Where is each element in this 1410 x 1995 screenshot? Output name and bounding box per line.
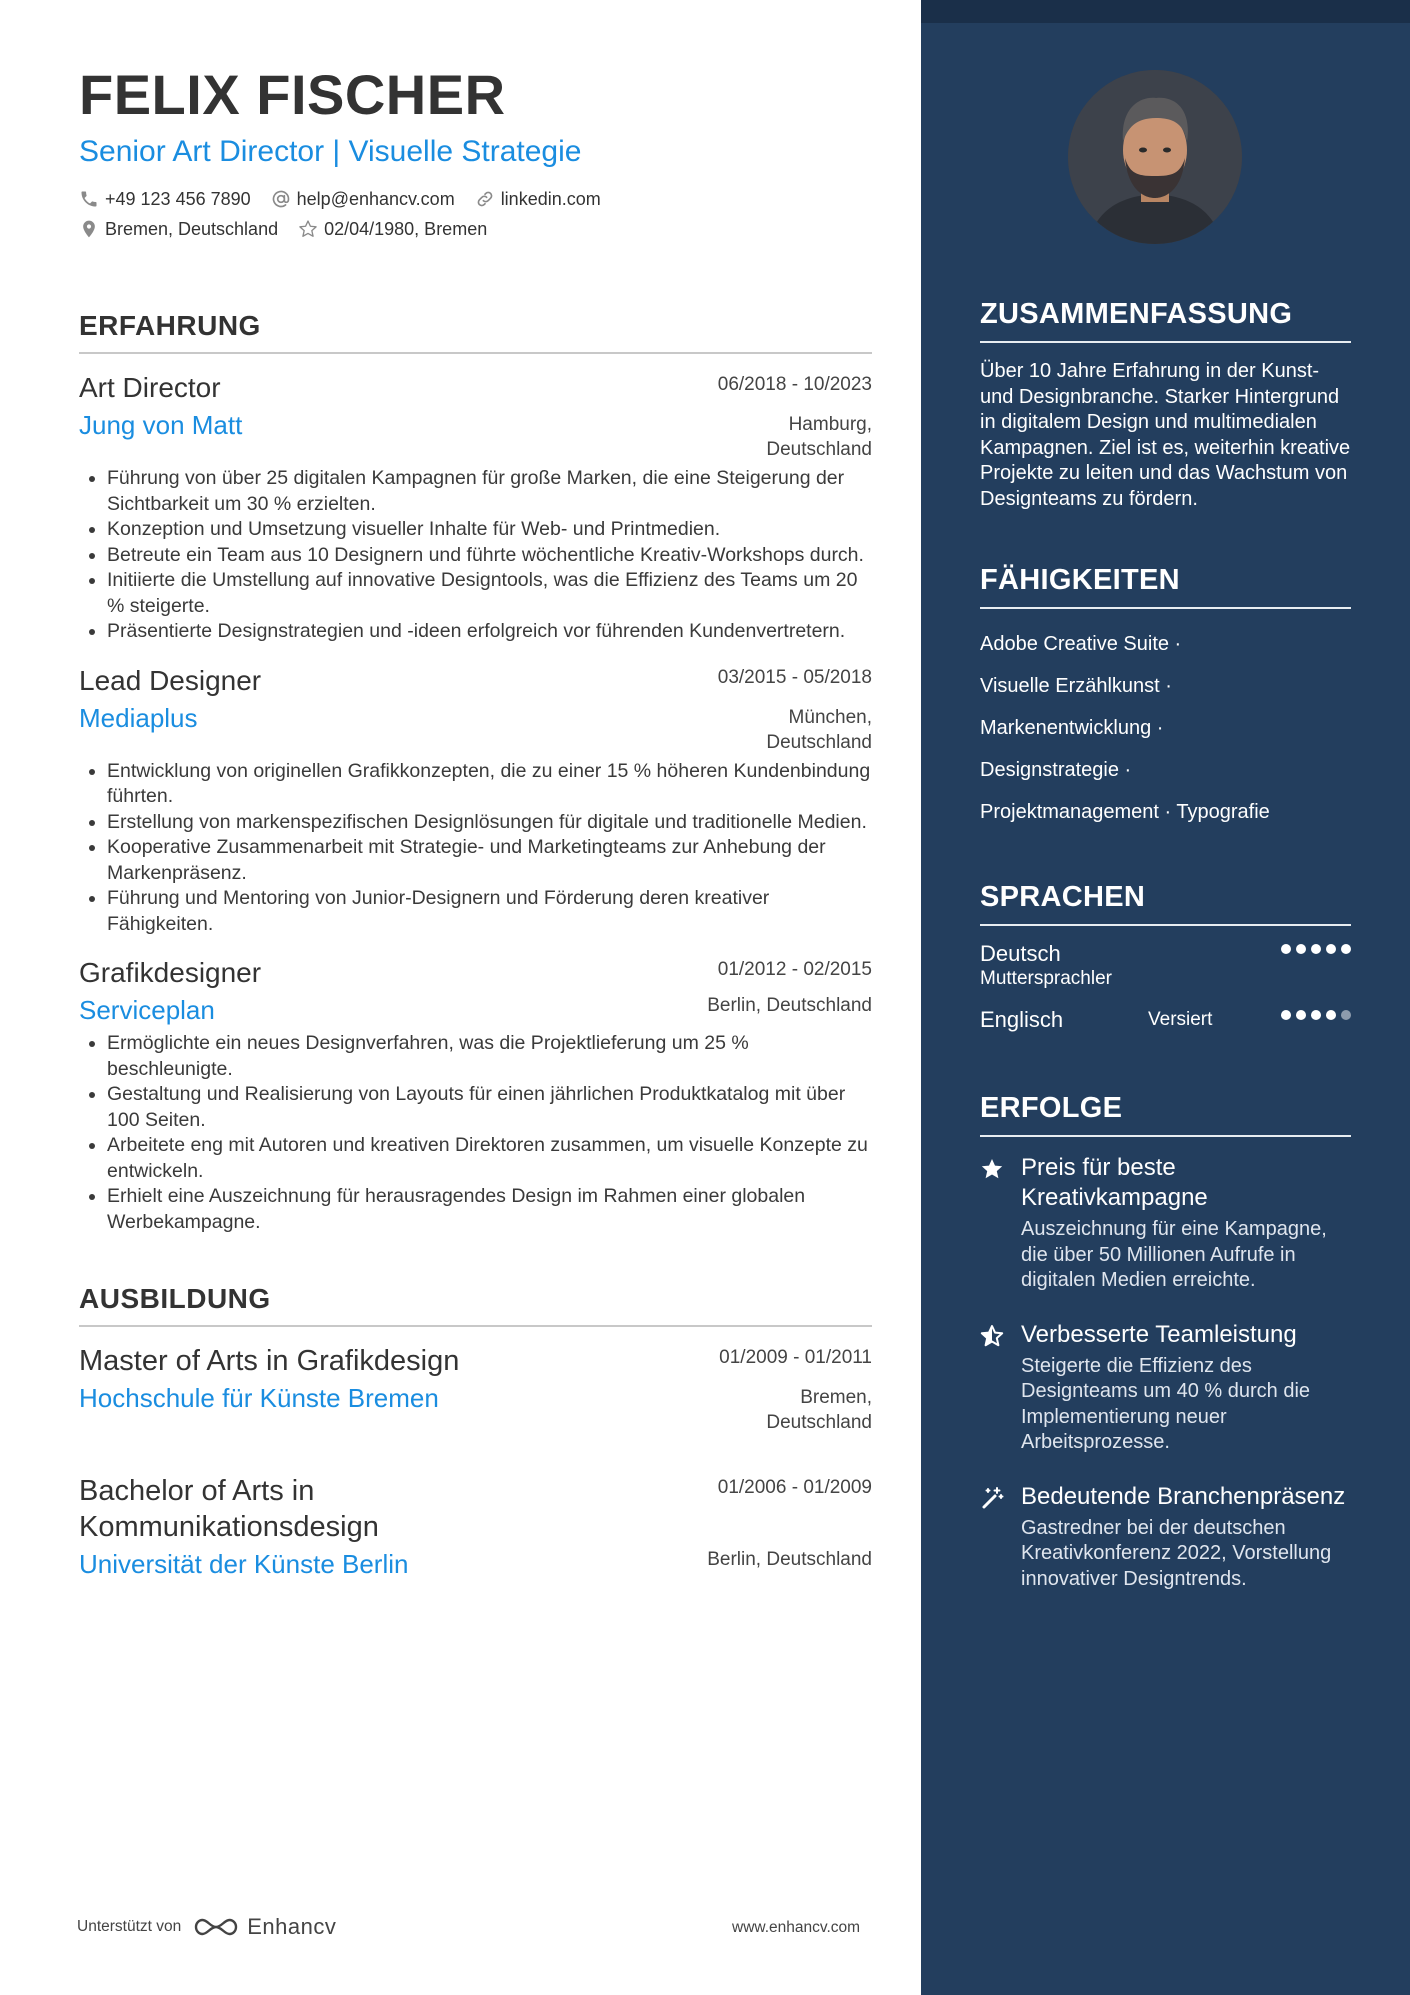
education-location xyxy=(707,1547,872,1572)
education-location-line: Bremen, xyxy=(800,1387,872,1408)
bullet-item: • Erstellung von markenspezifischen Designlösungen für digitale und traditionelle Medien. xyxy=(107,810,872,836)
job-location-line: München, xyxy=(788,706,872,728)
language-name: Deutsch xyxy=(980,941,1061,966)
bullet-item: • Erhielt eine Auszeichnung für herausragendes Design im Rahmen einer globalen Werbekampagne. xyxy=(107,1184,872,1235)
skill-item: Designstrategie · xyxy=(980,759,1132,781)
experience-entry xyxy=(79,955,872,1235)
rating-dot xyxy=(1281,1010,1291,1020)
phone-contact[interactable] xyxy=(79,184,251,214)
bullet-item: • Führung und Mentoring von Junior-Designern und Förderung deren kreativer Fähigkeiten. xyxy=(107,886,872,937)
experience-entry xyxy=(79,663,872,938)
rating-dot xyxy=(1326,1010,1336,1020)
sidebar-top-bar xyxy=(921,0,1410,23)
summary-text: Über 10 Jahre Erfahrung in der Kunst- und Designbranche. Starker Hintergrund in digitalem Design und multimedialen Kampagnen. Ziel ist es, weiterhin kreative Projekte zu leiten und das Wachstum von Designteams zu fördern. xyxy=(980,360,1351,510)
job-dates: 01/2012 - 02/2015 xyxy=(717,959,872,980)
languages-list xyxy=(980,940,1351,1046)
job-location-line: Deutschland xyxy=(766,439,872,460)
language-rating xyxy=(1281,1010,1351,1020)
bullet-item: • Präsentierte Designstrategien und -ideen erfolgreich vor führenden Kundenvertretern. xyxy=(107,619,872,645)
footer-branding xyxy=(77,1914,336,1940)
experience-entry xyxy=(79,370,872,645)
bullet-item: • Arbeitete eng mit Autoren und kreativen Direktoren zusammen, um visuelle Konzepte zu entwickeln. xyxy=(107,1133,872,1184)
experience-title: ERFAHRUNG xyxy=(79,310,872,354)
at-icon xyxy=(271,189,291,209)
enhancv-logo-icon xyxy=(193,1916,239,1938)
half-star-icon xyxy=(980,1320,1021,1456)
achievements-section xyxy=(980,1092,1351,1592)
achievement-title: Bedeutende Branchenpräsenz xyxy=(1021,1482,1346,1510)
language-item xyxy=(980,940,1351,1006)
phone-icon xyxy=(79,189,99,209)
skills-title: FÄHIGKEITEN xyxy=(980,564,1351,609)
skills-list xyxy=(980,623,1351,833)
achievements-title: ERFOLGE xyxy=(980,1092,1351,1137)
rating-dot xyxy=(1311,944,1321,954)
language-name: Englisch xyxy=(980,1007,1064,1032)
bullet-item: • Initiierte die Umstellung auf innovative Designtools, was die Effizienz des Teams um 20 % steigerte. xyxy=(107,568,872,619)
job-title: Grafikdesigner xyxy=(79,957,262,988)
job-title: Lead Designer xyxy=(79,664,262,696)
language-item xyxy=(980,1006,1351,1046)
email-contact[interactable] xyxy=(271,184,455,214)
skill-item: Markenentwicklung · xyxy=(980,717,1164,739)
achievement-item xyxy=(980,1320,1351,1456)
school-name[interactable]: Hochschule für Künste Bremen xyxy=(79,1383,439,1413)
rating-dot xyxy=(1311,1010,1321,1020)
bullet-item: • Konzeption und Umsetzung visueller Inhalte für Web- und Printmedien. xyxy=(107,517,872,543)
location-pin-icon xyxy=(79,219,99,239)
job-bullets xyxy=(79,759,872,938)
languages-section xyxy=(980,881,1351,1046)
footer-website[interactable]: www.enhancv.com xyxy=(732,1919,861,1936)
link-icon xyxy=(475,189,495,209)
bullet-item: • Führung von über 25 digitalen Kampagnen für große Marken, die eine Steigerung der Sichtbarkeit um 30 % erzielten. xyxy=(107,466,872,517)
rating-dot xyxy=(1326,944,1336,954)
bullet-item: • Ermöglichte ein neues Designverfahren, was die Projektlieferung um 25 % beschleunigte. xyxy=(107,1031,872,1082)
powered-by-text: Unterstützt von xyxy=(77,1918,182,1935)
education-location-line: Deutschland xyxy=(766,1412,872,1433)
email-text: help@enhancv.com xyxy=(296,189,455,209)
bullet-item: • Entwicklung von originellen Grafikkonzepten, die zu einer 15 % höheren Kundenbindung führten. xyxy=(107,759,872,810)
achievement-description: Steigerte die Effizienz des Designteams um 40 % durch die Implementierung neuer Arbeitsprozesse. xyxy=(1021,1354,1311,1453)
job-bullets xyxy=(79,1031,872,1235)
education-location xyxy=(766,1385,872,1435)
enhancv-logo[interactable] xyxy=(193,1914,336,1940)
achievement-item xyxy=(980,1153,1351,1294)
education-dates: 01/2006 - 01/2009 xyxy=(717,1477,872,1498)
education-entry xyxy=(79,1343,872,1435)
job-location-line: Deutschland xyxy=(766,731,872,753)
degree-title: Bachelor of Arts in Kommunikationsdesign xyxy=(79,1475,379,1543)
job-location-line: Berlin, Deutschland xyxy=(707,995,872,1016)
star-icon xyxy=(980,1153,1021,1294)
job-dates: 03/2015 - 05/2018 xyxy=(717,666,872,688)
sidebar-content xyxy=(980,298,1351,1644)
skill-item: Projektmanagement · Typografie xyxy=(980,801,1270,823)
job-bullets xyxy=(79,466,872,645)
language-level: Versiert xyxy=(1148,1009,1213,1030)
avatar xyxy=(1068,70,1242,244)
bullet-item: • Betreute ein Team aus 10 Designern und führte wöchentliche Kreativ-Workshops durch. xyxy=(107,543,872,569)
candidate-name: FELIX FISCHER xyxy=(79,63,506,126)
job-location xyxy=(707,993,872,1018)
school-name[interactable]: Universität der Künste Berlin xyxy=(79,1549,409,1579)
birth-text: 02/04/1980, Bremen xyxy=(324,219,488,239)
achievement-title: Verbesserte Teamleistung xyxy=(1021,1320,1297,1348)
company-name[interactable]: Jung von Matt xyxy=(79,410,243,440)
education-entry xyxy=(79,1473,872,1581)
skill-item: Visuelle Erzählkunst · xyxy=(980,675,1172,697)
summary-section xyxy=(980,298,1351,512)
enhancv-brand-text: Enhancv xyxy=(247,1914,337,1939)
bullet-item: • Gestaltung und Realisierung von Layouts für einen jährlichen Produktkatalog mit über 100 Seiten. xyxy=(107,1082,872,1133)
rating-dot xyxy=(1281,944,1291,954)
achievement-description: Gastredner bei der deutschen Kreativkonferenz 2022, Vorstellung innovativer Designtrends. xyxy=(1021,1516,1332,1590)
job-location xyxy=(766,705,872,755)
contact-row xyxy=(79,214,872,244)
rating-dot xyxy=(1296,1010,1306,1020)
main-column xyxy=(79,60,872,1581)
birth-contact xyxy=(298,214,487,244)
achievements-list xyxy=(980,1153,1351,1592)
education-title: AUSBILDUNG xyxy=(79,1283,872,1327)
contact-info xyxy=(79,184,872,244)
achievement-description: Auszeichnung für eine Kampagne, die über 50 Millionen Aufrufe in digitalen Medien erreichte. xyxy=(1021,1218,1327,1291)
job-title: Art Director xyxy=(79,372,221,403)
job-location-line: Hamburg, xyxy=(788,414,872,435)
experience-section xyxy=(79,310,872,1235)
education-location-line: Berlin, Deutschland xyxy=(707,1549,872,1570)
linkedin-text: linkedin.com xyxy=(500,189,601,209)
rating-dot xyxy=(1296,944,1306,954)
education-dates: 01/2009 - 01/2011 xyxy=(719,1347,872,1368)
job-dates: 06/2018 - 10/2023 xyxy=(717,374,872,395)
bullet-item: • Kooperative Zusammenarbeit mit Strategie- und Marketingteams zur Anhebung der Markenpräsenz. xyxy=(107,835,872,886)
contact-row xyxy=(79,184,872,214)
summary-title: ZUSAMMENFASSUNG xyxy=(980,298,1351,343)
headline: Senior Art Director | Visuelle Strategie xyxy=(79,135,582,168)
skills-section xyxy=(980,564,1351,833)
job-location xyxy=(766,412,872,462)
portrait-illustration xyxy=(1068,70,1242,244)
star-outline-icon xyxy=(298,219,318,239)
language-rating xyxy=(1281,944,1351,954)
degree-title: Master of Arts in Grafikdesign xyxy=(79,1345,460,1377)
language-level: Muttersprachler xyxy=(980,968,1112,989)
education-section xyxy=(79,1283,872,1581)
phone-text: +49 123 456 7890 xyxy=(105,189,251,209)
skill-item: Adobe Creative Suite · xyxy=(980,633,1182,655)
company-name[interactable]: Serviceplan xyxy=(79,995,215,1025)
company-name[interactable]: Mediaplus xyxy=(79,702,198,733)
rating-dot xyxy=(1341,944,1351,954)
magic-wand-icon xyxy=(980,1482,1021,1593)
achievement-title: Preis für beste Kreativkampagne xyxy=(1021,1154,1208,1211)
location-contact xyxy=(79,214,278,244)
languages-title: SPRACHEN xyxy=(980,881,1351,926)
linkedin-contact[interactable] xyxy=(475,184,601,214)
achievement-item xyxy=(980,1482,1351,1593)
sidebar xyxy=(921,0,1410,1995)
location-text: Bremen, Deutschland xyxy=(105,219,279,239)
rating-dot xyxy=(1341,1010,1351,1020)
